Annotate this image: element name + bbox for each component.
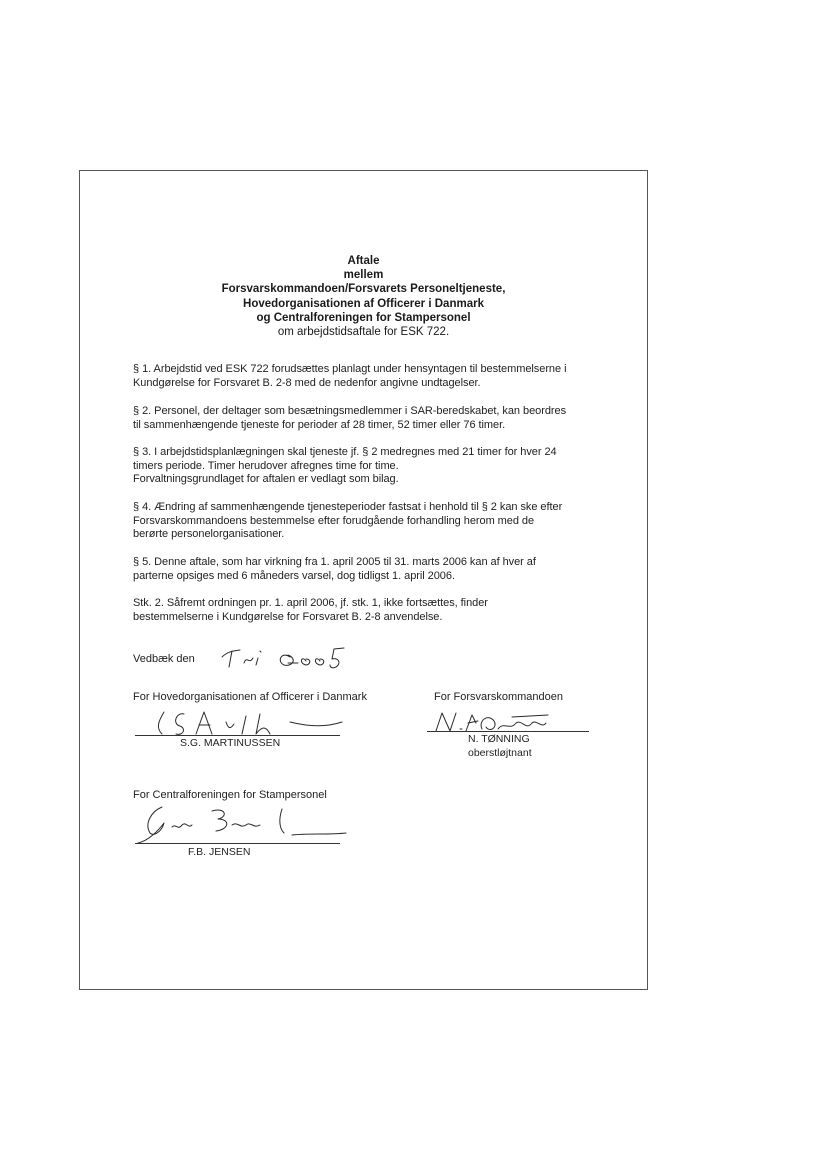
paragraph-line: Forsvarskommandoens bestemmelse efter forudgående forhandling herom med de xyxy=(133,514,535,527)
signature-martinussen xyxy=(150,704,350,738)
document-page xyxy=(79,170,648,990)
title-line: Aftale xyxy=(347,255,380,267)
paragraph-line: Kundgørelse for Forsvaret B. 2-8 med de nedenfor angivne undtagelser. xyxy=(133,376,481,389)
paragraph-5 xyxy=(133,556,623,583)
signatory-name-tonning: N. TØNNING xyxy=(468,733,530,745)
paragraph-4 xyxy=(133,501,623,542)
signature-jensen xyxy=(132,801,352,845)
title-line: Forsvarskommandoen/Forsvarets Personeltjeneste, xyxy=(221,283,506,296)
paragraph-line: § 3. I arbejdstidsplanlægningen skal tjeneste jf. § 2 medregnes med 21 timer for hver 24 xyxy=(133,446,557,458)
signatory-label-hovedorganisationen: For Hovedorganisationen af Officerer i Danmark xyxy=(133,691,367,703)
signatory-label-forsvarskommandoen: For Forsvarskommandoen xyxy=(434,691,563,703)
paragraph-line: Stk. 2. Såfremt ordningen pr. 1. april 2006, jf. stk. 1, ikke fortsættes, finder xyxy=(133,597,488,609)
paragraph-line: til sammenhængende tjeneste for perioder af 28 timer, 52 timer eller 76 timer. xyxy=(133,418,506,431)
title-line: om arbejdstidsaftale for ESK 722. xyxy=(277,326,450,339)
signature-line-centralforeningen xyxy=(135,843,340,844)
paragraph-line: timers periode. Timer herudover afregnes time for time. xyxy=(133,459,399,472)
paragraph-line: § 2. Personel, der deltager som besætningsmedlemmer i SAR-beredskabet, kan beordres xyxy=(133,405,567,417)
paragraph-line: Forvaltningsgrundlaget for aftalen er vedlagt som bilag. xyxy=(133,473,399,486)
paragraph-line: § 5. Denne aftale, som har virkning fra 1. april 2005 til 31. marts 2006 kan af hver af xyxy=(133,556,536,568)
paragraph-line: parterne opsiges med 6 måneders varsel, dog tidligst 1. april 2006. xyxy=(133,569,455,582)
paragraph-line: § 1. Arbejdstid ved ESK 722 forudsættes planlagt under hensyntagen til bestemmelserne i xyxy=(133,363,567,375)
title-line: Hovedorganisationen af Officerer i Danmark xyxy=(243,297,484,310)
signature-line-forsvarskommandoen xyxy=(427,731,589,732)
signatory-rank-tonning: oberstløjtnant xyxy=(468,747,532,759)
paragraph-line: bestemmelserne i Kundgørelse for Forsvaret B. 2-8 anvendelse. xyxy=(133,610,443,623)
paragraph-2 xyxy=(133,405,623,432)
document-title xyxy=(80,254,647,339)
paragraph-6 xyxy=(133,597,623,624)
paragraph-line: berørte personelorganisationer. xyxy=(133,528,285,541)
place-date-label: Vedbæk den xyxy=(133,653,195,665)
signatory-name-martinussen: S.G. MARTINUSSEN xyxy=(180,737,281,749)
paragraph-1 xyxy=(133,363,623,390)
paragraph-line: § 4. Ændring af sammenhængende tjenesteperioder fastsat i henhold til § 2 kan ske efter xyxy=(133,501,563,513)
title-line: og Centralforeningen for Stampersonel xyxy=(256,311,471,324)
handwritten-date xyxy=(220,641,370,671)
signatory-label-centralforeningen: For Centralforeningen for Stampersonel xyxy=(133,789,327,801)
signatory-name-jensen: F.B. JENSEN xyxy=(188,846,251,858)
signature-line-hovedorganisationen xyxy=(135,735,340,736)
title-line: mellem xyxy=(343,269,384,282)
paragraph-3 xyxy=(133,446,623,487)
